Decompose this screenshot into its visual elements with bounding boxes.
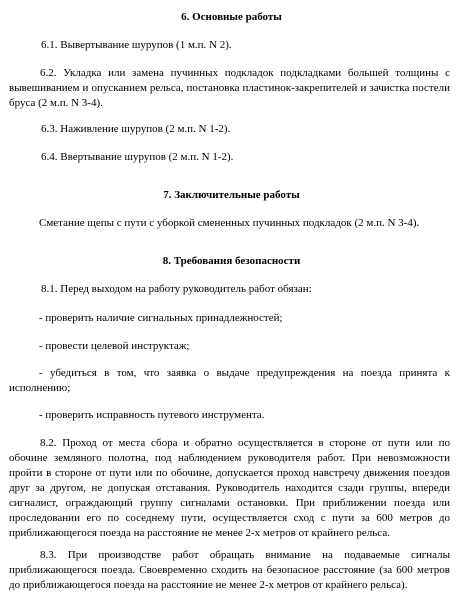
section-6-title: 6. Основные работы <box>181 11 282 23</box>
bullet-tool-check: - проверить исправность путевого инструмента. <box>39 409 265 421</box>
paragraph-6-2: 6.2. Укладка или замена пучинных подкладок подкладками большей толщины с вывешиванием и опусканием рельса, постановка пластинок-закрепителей и зачистка постели бруса (2 м.п. N 3-4). <box>9 67 450 109</box>
paragraph-6-3: 6.3. Наживление шурупов (2 м.п. N 1-2). <box>41 123 231 135</box>
bullet-signal-equipment: - проверить наличие сигнальных принадлежностей; <box>39 312 283 324</box>
paragraph-6-1: 6.1. Вывертывание шурупов (1 м.п. N 2). <box>41 39 232 51</box>
paragraph-8-2: 8.2. Проход от места сбора и обратно осуществляется в стороне от пути или по обочине земляного полотна, под наблюдением руководителя работ. При невозможности пройти в стороне от пути или по обочине, допускается проход навстречу движения поездов друг за другом, не допуская отставания. Руководитель находится сзади группы, впереди сигналист, ограждающий группу сигналами остановки. При приближении поезда или проследовании его по соседнему пути, осуществляется сход с пути за 600 метров до приближающегося поезда на расстояние не менее 2-х метров от крайнего рельса. <box>9 437 450 539</box>
paragraph-8-1: 8.1. Перед выходом на работу руководитель работ обязан: <box>41 283 312 295</box>
section-7-title: 7. Заключительные работы <box>163 189 300 201</box>
section-8-title: 8. Требования безопасности <box>162 255 301 267</box>
bullet-briefing: - провести целевой инструктаж; <box>39 340 190 352</box>
paragraph-7-1: Сметание щепы с пути с уборкой смененных пучинных подкладок (2 м.п. N 3-4). <box>39 217 420 229</box>
paragraph-6-4: 6.4. Ввертывание шурупов (2 м.п. N 1-2). <box>41 151 234 163</box>
paragraph-8-3: 8.3. При производстве работ обращать внимание на подаваемые сигналы приближающегося поезда. Своевременно сходить на безопасное расстояние (за 600 метров до приближающегося поезда на расстояние не менее 2-х метров от крайнего рельса). <box>9 549 450 591</box>
bullet-warning-request: - убедиться в том, что заявка о выдаче предупреждения на поезда принята к исполнению; <box>9 367 450 394</box>
